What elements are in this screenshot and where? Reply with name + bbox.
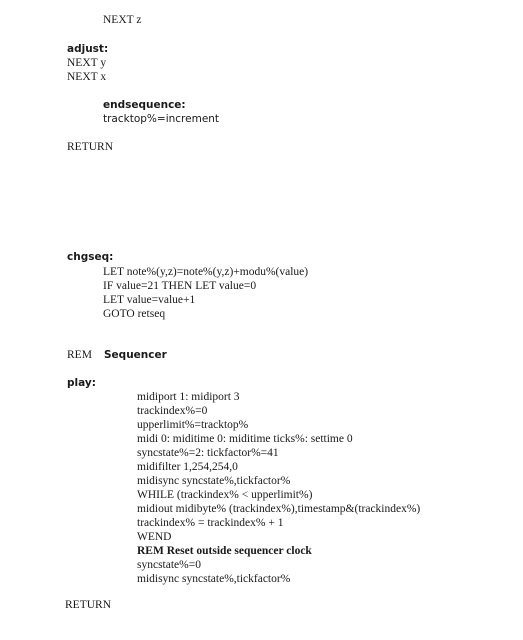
next-y-line: NEXT y [67, 57, 107, 69]
play-line: trackindex% = trackindex% + 1 [137, 517, 284, 529]
endsequence-label: endsequence: [103, 99, 186, 111]
next-z-line: NEXT z [103, 14, 142, 26]
chgseq-line: LET value=value+1 [103, 294, 196, 306]
play-line: WHILE (trackindex% < upperlimit%) [137, 489, 313, 501]
play-line: midifilter 1,254,254,0 [137, 461, 238, 473]
play-line: midi 0: miditime 0: miditime ticks%: settime 0 [137, 433, 353, 445]
rem-keyword: REM [67, 349, 92, 361]
return-line-1: RETURN [67, 141, 113, 153]
play-line: midisync syncstate%,tickfactor% [137, 475, 291, 487]
adjust-label: adjust: [67, 43, 109, 55]
endsequence-line: tracktop%=increment [103, 113, 220, 125]
play-line: midiport 1: midiport 3 [137, 391, 240, 403]
chgseq-line: LET note%(y,z)=note%(y,z)+modu%(value) [103, 266, 309, 278]
chgseq-line: GOTO retseq [103, 308, 166, 320]
play-after-line: syncstate%=0 [137, 559, 201, 571]
play-line: WEND [137, 531, 172, 543]
return-line-2: RETURN [65, 599, 111, 611]
chgseq-label: chgseq: [67, 251, 114, 263]
sequencer-title: Sequencer [104, 349, 167, 361]
play-line: midiout midibyte% (trackindex%),timestamp&(trackindex%) [137, 503, 421, 515]
chgseq-line: IF value=21 THEN LET value=0 [103, 280, 257, 292]
play-after-line: midisync syncstate%,tickfactor% [137, 573, 291, 585]
play-line: trackindex%=0 [137, 405, 208, 417]
play-line: syncstate%=2: tickfactor%=41 [137, 447, 279, 459]
play-label: play: [67, 377, 96, 389]
play-line: upperlimit%=tracktop% [137, 419, 249, 431]
rem-reset-line: REM Reset outside sequencer clock [137, 545, 312, 557]
next-x-line: NEXT x [67, 71, 107, 83]
